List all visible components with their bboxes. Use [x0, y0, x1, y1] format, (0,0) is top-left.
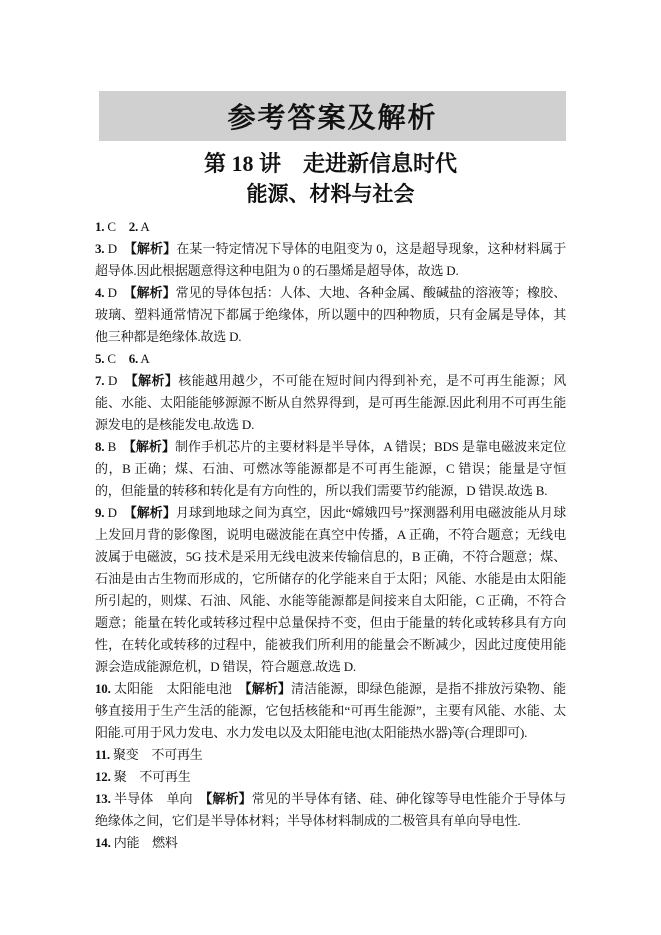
explanation-label: 【解析】 — [245, 681, 292, 696]
answer-text — [193, 791, 206, 806]
answer-number: 4. — [95, 285, 105, 300]
answer-text: D — [104, 505, 117, 520]
answer-text: 聚变 — [109, 747, 139, 762]
answer-number: 8. — [95, 439, 105, 454]
answer-text: 太阳能 — [110, 681, 154, 696]
answer-text: 内能 — [110, 835, 140, 850]
answer-text — [116, 439, 129, 454]
answer-text — [139, 835, 152, 850]
lecture-title: 第 18 讲 走进新信息时代 — [203, 151, 457, 176]
answer-text: 燃料 — [152, 835, 178, 850]
answer-text: A — [138, 351, 150, 366]
answer-item — [95, 832, 566, 854]
answer-text: 核能越用越少，不可能在短时间内得到补充，是不可再生能源；风能、水能、太阳能能够源源不断从自然界得到，是可再生能源.因此利用不可再生能源发电的是核能发电.故选 D. — [95, 373, 567, 432]
answer-text: 单向 — [166, 791, 193, 806]
answer-text: 聚 — [110, 769, 127, 784]
answer-text: B — [104, 439, 117, 454]
explanation-label: 【解析】 — [131, 373, 179, 388]
answer-number: 14. — [95, 835, 111, 850]
answer-item — [95, 370, 566, 436]
answer-number: 3. — [95, 241, 105, 256]
answer-item — [95, 216, 566, 238]
answer-text: A — [138, 219, 150, 234]
answer-header-box — [99, 91, 566, 141]
answer-text: C — [104, 351, 116, 366]
answer-text: 常见的导体包括：人体、大地、各种金属、酸碱盐的溶液等；橡胶、玻璃、塑料通常情况下都属于绝缘体，所以题中的四种物质，只有金属是导体，其他三种都是绝缘体.故选 D. — [95, 285, 566, 344]
answer-number: 7. — [95, 373, 105, 388]
answer-number: 2. — [128, 219, 139, 234]
answer-item — [95, 238, 566, 282]
answer-item — [95, 282, 566, 348]
answer-number: 13. — [95, 791, 111, 806]
answer-item — [95, 502, 566, 678]
answer-number: 6. — [128, 351, 139, 366]
answer-text: 太阳能电池 — [166, 681, 232, 696]
answer-text: 月球到地球之间为真空，因此“嫦娥四号”探测器利用电磁波能从月球上发回月背的影像图，说明电磁波能在真空中传播，A 正确，不符合题意；无线电波属于电磁波，5G 技术是采用无线电波来传输信息的，B 正确，不符合题意；煤、石油是由古生物而形成的，它所储存的化学能来自于太阳；风能、水能是由太阳能所引起的，则煤、石油、风能、水能等能源都是间接来自太阳能，C 正确，不符合题意；能量在转化或转移过程中总量保持不变，但由于能量的转化或转移具有方向性，在转化或转移的过程中，能被我们所利用的能量会不断减少，因此过度使用能源会造成能源危机，D 错误，符合题意.故选 D. — [95, 505, 566, 674]
answer-text — [127, 769, 140, 784]
answer-item — [95, 788, 566, 832]
answer-text: 在某一特定情况下导体的电阻变为 0，这是超导现象，这种材料属于超导体.因此根据题意得这种电阻为 0 的石墨烯是超导体，故选 D. — [95, 241, 566, 278]
answer-text — [117, 241, 130, 256]
answer-text: 不可再生 — [139, 769, 191, 784]
answer-text — [116, 219, 129, 234]
answer-text — [153, 791, 166, 806]
answer-text — [117, 505, 130, 520]
answer-item — [95, 436, 566, 502]
answer-text: 常见的半导体有锗、硅、砷化镓等导电性能介于导体与绝缘体之间，它们是半导体材料；半导体材料制成的二极管具有单向导电性. — [95, 791, 566, 828]
answer-header-title: 参考答案及解析 — [227, 102, 438, 133]
answer-text: 清洁能源，即绿色能源，是指不排放污染物、能够直接用于生产生活的能源，它包括核能和“可再生能源”，主要有风能、水能、太阳能.可用于风力发电、水力发电以及太阳能电池(太阳能热水器)等(合理即可). — [95, 681, 566, 740]
explanation-label: 【解析】 — [129, 439, 175, 454]
answer-number: 11. — [95, 747, 110, 762]
answer-text: D — [104, 285, 117, 300]
answer-text: D — [104, 373, 118, 388]
explanation-label: 【解析】 — [130, 241, 177, 256]
explanation-label: 【解析】 — [130, 505, 176, 520]
answer-number: 9. — [95, 505, 105, 520]
explanation-label: 【解析】 — [205, 791, 252, 806]
answer-text: 半导体 — [110, 791, 154, 806]
answer-item — [95, 766, 566, 788]
explanation-label: 【解析】 — [130, 285, 176, 300]
answer-item — [95, 744, 566, 766]
answer-number: 12. — [95, 769, 111, 784]
answer-text — [153, 681, 166, 696]
answer-text: 不可再生 — [151, 747, 203, 762]
answer-text: C — [104, 219, 116, 234]
answer-text — [117, 285, 130, 300]
answer-number: 1. — [95, 219, 105, 234]
answer-item — [95, 678, 566, 744]
answer-text: 制作手机芯片的主要材料是半导体，A 错误；BDS 是靠电磁波来定位的，B 正确；煤、石油、可燃冰等能源都是不可再生能源，C 错误；能量是守恒的，但能量的转移和转化是有方向性的，所以我们需要节约能源，D 错误.故选 B. — [95, 439, 566, 498]
answer-text — [139, 747, 152, 762]
answer-text — [116, 351, 129, 366]
answers-section — [95, 216, 566, 854]
lecture-subtitle: 能源、材料与社会 — [246, 182, 415, 206]
answer-number: 10. — [95, 681, 111, 696]
answer-text: D — [104, 241, 117, 256]
answer-number: 5. — [95, 351, 105, 366]
answer-text — [117, 373, 131, 388]
answer-item — [95, 348, 566, 370]
answer-text — [232, 681, 245, 696]
